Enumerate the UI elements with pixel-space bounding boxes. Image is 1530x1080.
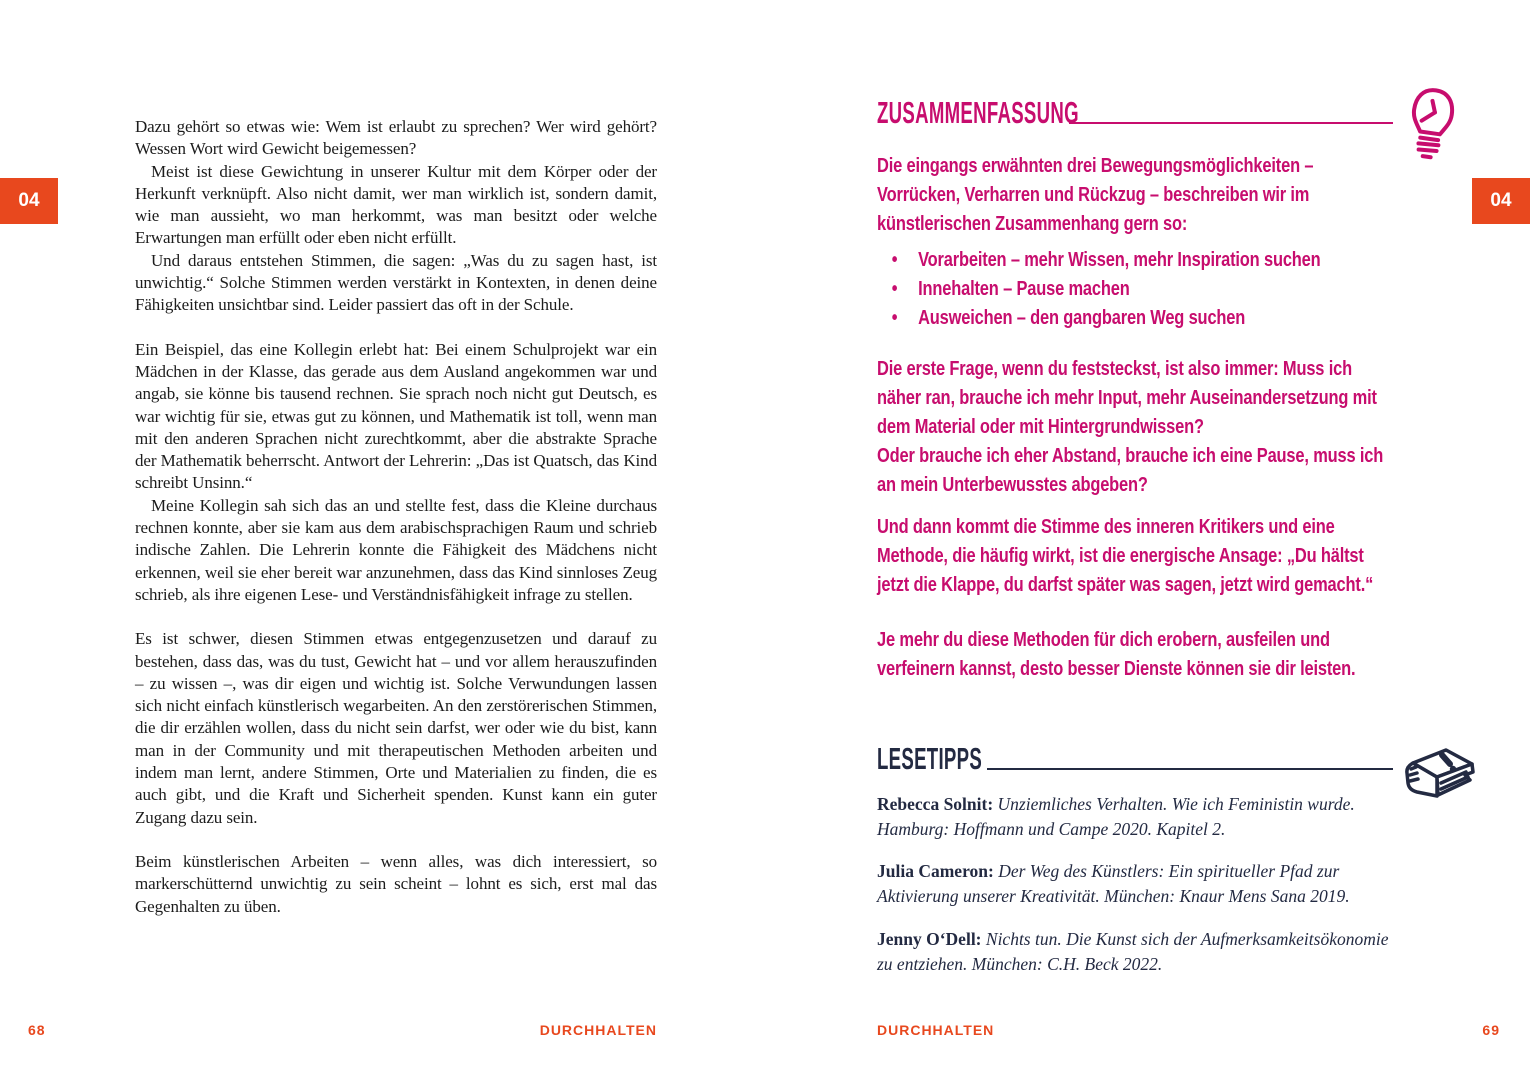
heading-rule	[987, 768, 1393, 770]
bullet-dot: •	[891, 307, 898, 329]
bullet-item	[877, 275, 1395, 304]
lesetipps-entry	[877, 927, 1395, 977]
footer-page-number-left: 68	[28, 1022, 46, 1038]
bullet-item	[877, 304, 1395, 333]
lesetipps-text: Unziemliches Verhalten. Wie ich Feministin wurde. Hamburg: Hoffmann und Campe 2020. Kapitel 2.	[877, 793, 1355, 839]
lesetipps-entry	[877, 792, 1395, 842]
bullet-text: Vorarbeiten – mehr Wissen, mehr Inspiration suchen	[918, 249, 1321, 271]
bullet-item	[877, 246, 1395, 275]
lesetipps-entries	[877, 792, 1395, 977]
right-page-body	[877, 95, 1395, 991]
summary-paragraph: Die erste Frage, wenn du feststeckst, ist also immer: Muss ich näher ran, brauche ich mehr Input, mehr Auseinandersetzung mit dem Material oder mit Hintergrundwissen?	[877, 358, 1377, 438]
body-paragraph: Meine Kollegin sah sich das an und stellte fest, dass die Kleine durchaus rechnen konnte, aber sie kam aus dem arabischsprachigen Raum und schrieb indische Zahlen. Die Lehrerin konnte die Fähigkeit des Mädchens nicht erkennen, weil sie eher bereit war anzunehmen, dass das Kind sinnloses Zeug schrieb, als ihre eigenen Lese- und Verständnisfähigkeit infrage zu stellen.	[135, 495, 657, 604]
footer-page-number-right: 69	[1482, 1022, 1500, 1038]
left-page-body	[135, 116, 657, 918]
summary-heading: ZUSAMMENFASSUNG	[877, 95, 1079, 130]
summary-bullet-list	[877, 246, 1395, 333]
chapter-tab-right	[1472, 178, 1530, 224]
summary-intro: Die eingangs erwähnten drei Bewegungsmöglichkeiten – Vorrücken, Verharren und Rückzug – beschreiben wir im künstlerischen Zusammenhang gern so:	[877, 155, 1314, 235]
lesetipps-author: Julia Cameron:	[877, 861, 994, 881]
bullet-text: Ausweichen – den gangbaren Weg suchen	[918, 307, 1246, 329]
bullet-dot: •	[891, 249, 898, 271]
lesetipps-author: Jenny O‘Dell:	[877, 928, 982, 949]
heading-rule	[1069, 122, 1393, 124]
lightbulb-icon	[1406, 86, 1456, 168]
lesetipps-section-header	[877, 741, 1395, 776]
footer-chapter-right: DURCHHALTEN	[877, 1022, 995, 1038]
lesetipps-section	[877, 741, 1395, 977]
body-paragraph: Ein Beispiel, das eine Kollegin erlebt hat: Bei einem Schulprojekt war ein Mädchen in der Klasse, das gerade aus dem Ausland angekommen war und angab, sie könne bis tausend rechnen. Sie sprach noch nicht gut Deutsch, es war wichtig für sie, etwas gut zu können, und Mathematik ist toll, wenn man mit den anderen Sprachen nicht zurechtkommt, aber die abstrakte Sprache der Mathematik beherrscht. Antwort der Lehrerin: „Das ist Quatsch, das Kind schreibt Unsinn.“	[135, 339, 657, 493]
body-paragraph: Dazu gehört so etwas wie: Wem ist erlaubt zu sprechen? Wer wird gehört? Wessen Wort wird Gewicht beigemessen?	[135, 117, 657, 159]
chapter-tab-label: 04	[1490, 190, 1512, 211]
footer-chapter-left: DURCHHALTEN	[539, 1022, 657, 1038]
summary-section-header	[877, 95, 1395, 130]
body-paragraph: Meist ist diese Gewichtung in unserer Kultur mit dem Körper oder der Herkunft verknüpft. Also nicht damit, wer man wirklich ist, sondern damit, wie man aussieht, wo man herkommt, was man besitzt oder welche Erwartungen man erfüllt oder eben nicht erfüllt.	[135, 161, 657, 248]
lesetipps-text: Der Weg des Künstlers: Ein spiritueller Pfad zur Aktivierung unserer Kreativität. München: Knaur Mens Sana 2019.	[877, 861, 1350, 906]
book-icon	[1400, 742, 1476, 812]
lesetipps-heading: LESETIPPS	[877, 741, 983, 776]
summary-text	[877, 152, 1395, 684]
body-paragraph: Es ist schwer, diesen Stimmen etwas entgegenzusetzen und darauf zu bestehen, dass das, was du tust, Gewicht hat – und vor allem herauszufinden – zu wissen –, was dir eigen und wichtig ist. Solche Verwundungen lassen sich nicht einfach künstlerisch wegarbeiten. An den zerstörerischen Stimmen, die dir erzählen wollen, dass du nicht sein darfst, wer oder wie du bist, kann man in der Community und mit therapeutischen Methoden arbeiten und indem man lernt, andere Stimmen, Orte und Materialien zu finden, die es auch gibt, und die Kraft und Sicherheit spenden. Kunst kann ein guter Zugang dazu sein.	[135, 629, 657, 827]
body-paragraph: Beim künstlerischen Arbeiten – wenn alles, was dich interessiert, so markerschütternd unwichtig zu sein scheint – lohnt es sich, erst mal das Gegenhalten zu üben.	[135, 851, 657, 916]
summary-paragraph: Und dann kommt die Stimme des inneren Kritikers und eine Methode, die häufig wirkt, ist die energische Ansage: „Du hältst jetzt die Klappe, du darfst später was sagen, jetzt wird gemacht.“	[877, 516, 1374, 596]
lesetipps-text: Nichts tun. Die Kunst sich der Aufmerksamkeitsökonomie zu entziehen. München: C.H. Beck 2022.	[877, 928, 1389, 974]
body-paragraph: Und daraus entstehen Stimmen, die sagen: „Was du zu sagen hast, ist unwichtig.“ Solche Stimmen werden verstärkt in Kontexten, in denen deine Fähigkeiten unsichtbar sind. Leider passiert das oft in der Schule.	[135, 250, 657, 315]
chapter-tab-left	[0, 178, 58, 224]
summary-paragraph: Oder brauche ich eher Abstand, brauche ich eine Pause, muss ich an mein Unterbewusstes abgeben?	[877, 445, 1384, 496]
bullet-dot: •	[891, 278, 898, 300]
summary-paragraph: Je mehr du diese Methoden für dich erobern, ausfeilen und verfeinern kannst, desto besser Dienste können sie dir leisten.	[877, 629, 1356, 680]
bullet-text: Innehalten – Pause machen	[918, 278, 1130, 300]
lesetipps-author: Rebecca Solnit:	[877, 793, 994, 814]
chapter-tab-label: 04	[18, 190, 40, 211]
lesetipps-entry	[877, 859, 1395, 909]
